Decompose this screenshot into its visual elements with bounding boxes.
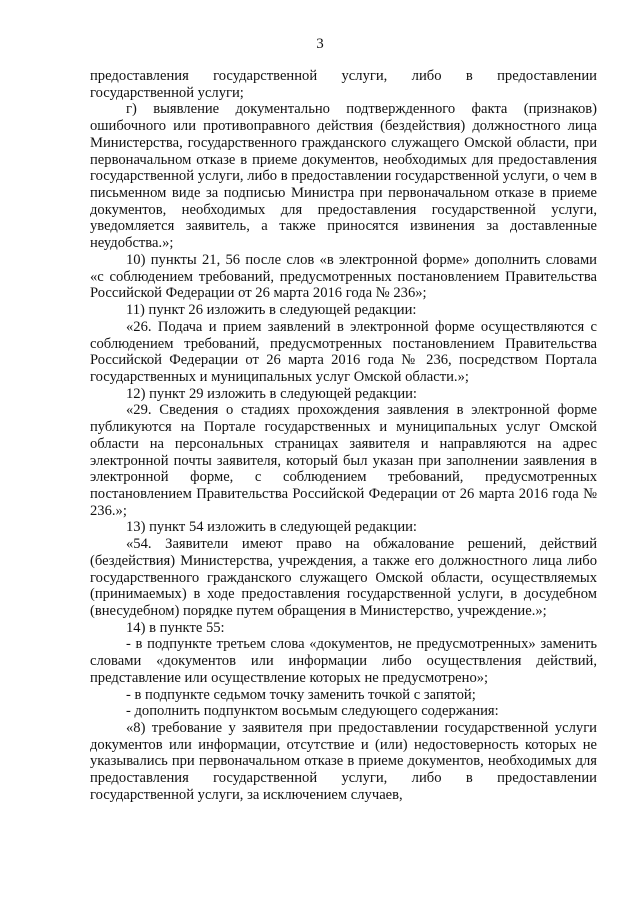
paragraph-quote-8: «8) требование у заявителя при предоставлении государственной услуги документов или информации, отсутствие и (или) недостоверность которых не указывались при первоначальном отказе в приеме документов, необходимых для предоставления государственной услуги, либо в предоставлении государственной услуги, за исключением случаев, bbox=[90, 720, 597, 803]
document-body bbox=[90, 68, 597, 804]
paragraph-quote-29: «29. Сведения о стадиях прохождения заявления в электронной форме публикуются на Портале государственных и муниципальных услуг Омской области на персональных страницах заявителя и направляются на адрес электронной почты заявителя, который был указан при заполнении заявления в электронной форме, с соблюдением требований, предусмотренных постановлением Правительства Российской Федерации от 26 марта 2016 года № 236.»; bbox=[90, 402, 597, 519]
paragraph-item-13: 13) пункт 54 изложить в следующей редакции: bbox=[126, 519, 417, 536]
paragraph-item-g: г) выявление документально подтвержденного факта (признаков) ошибочного или противоправного действия (бездействия) должностного лица Министерства, государственного гражданского служащего Омской области, при первоначальном отказе в приеме документов, необходимых для предоставления государственной услуги, либо в предоставлении государственной услуги, о чем в письменном виде за подписью Министра при первоначальном отказе в приеме документов, необходимых для предоставления государственной услуги, уведомляется заявитель, а также приносятся извинения за доставленные неудобства.»; bbox=[90, 101, 597, 252]
paragraph-continuation: предоставления государственной услуги, либо в предоставлении государственной услуги; bbox=[90, 68, 597, 101]
page-number: 3 bbox=[316, 36, 324, 52]
paragraph-dash-eighth: - дополнить подпунктом восьмым следующего содержания: bbox=[126, 703, 499, 720]
paragraph-quote-26: «26. Подача и прием заявлений в электронной форме осуществляются с соблюдением требований, предусмотренных постановлением Правительства Российской Федерации от 26 марта 2016 года № 236, посредством Портала государственных и муниципальных услуг Омской области.»; bbox=[90, 318, 597, 385]
paragraph-dash-third: - в подпункте третьем слова «документов, не предусмотренных» заменить словами «документов или информации либо осуществления действий, представление или осуществление которых не предусмотрено»; bbox=[90, 636, 597, 686]
paragraph-item-14: 14) в пункте 55: bbox=[126, 619, 225, 636]
paragraph-item-10: 10) пункты 21, 56 после слов «в электронной форме» дополнить словами «с соблюдением требований, предусмотренных постановлением Правительства Российской Федерации от 26 марта 2016 года № 236»; bbox=[90, 251, 597, 302]
paragraph-quote-54: «54. Заявители имеют право на обжалование решений, действий (бездействия) Министерства, учреждения, а также его должностного лица либо государственного гражданского служащего Омской области, осуществляемых (принимаемых) в ходе предоставления государственной услуги, в досудебном (внесудебном) порядке путем обращения в Министерство, учреждение.»; bbox=[90, 536, 597, 619]
paragraph-item-11: 11) пункт 26 изложить в следующей редакции: bbox=[126, 302, 417, 319]
paragraph-item-12: 12) пункт 29 изложить в следующей редакции: bbox=[126, 385, 417, 402]
paragraph-dash-seventh: - в подпункте седьмом точку заменить точкой с запятой; bbox=[126, 686, 476, 703]
